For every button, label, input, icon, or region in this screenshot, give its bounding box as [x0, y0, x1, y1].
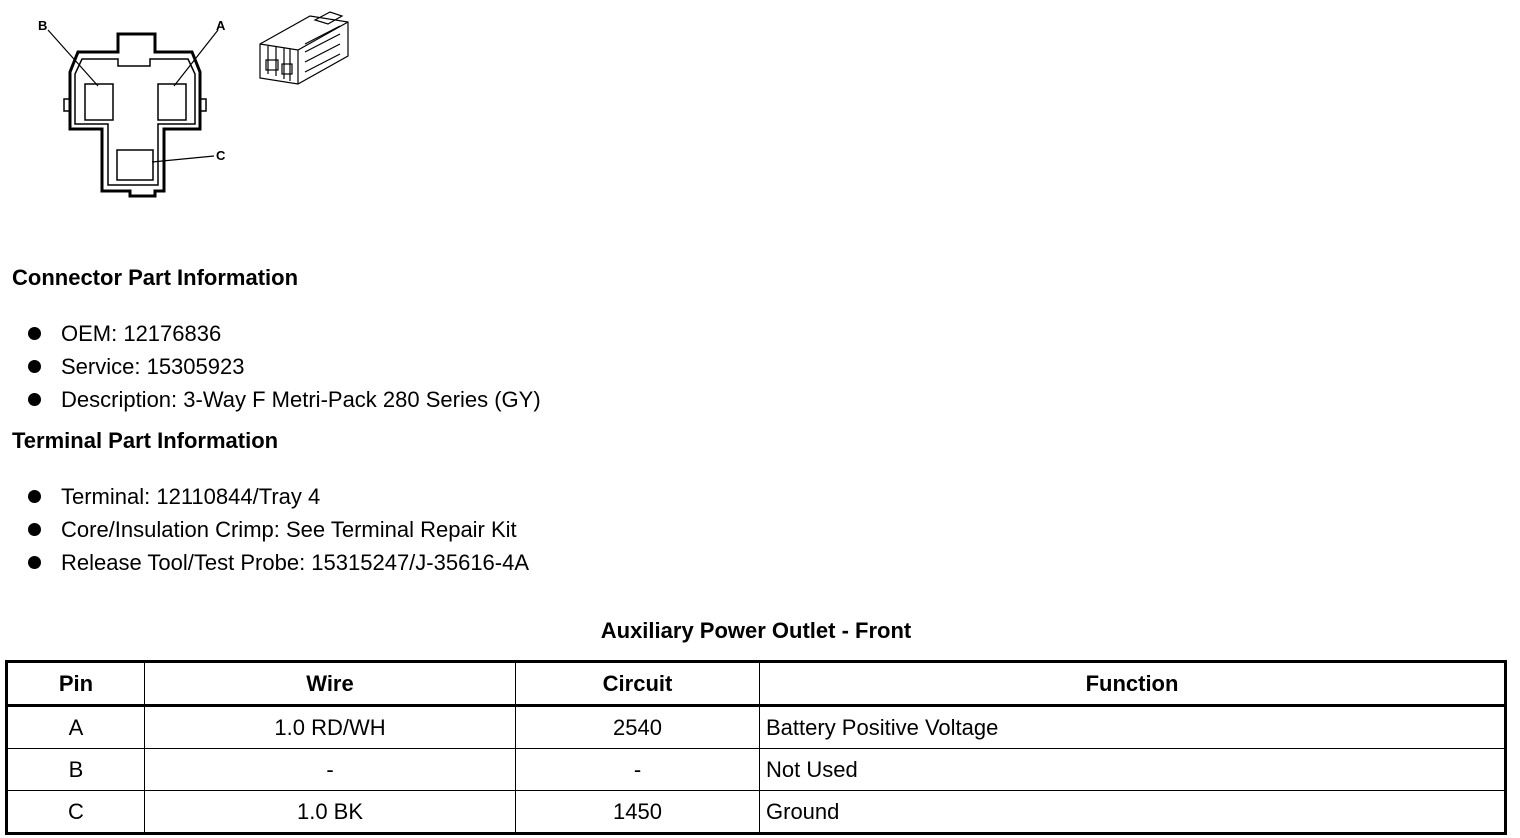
release-tool-info: Release Tool/Test Probe: 15315247/J-35616-4A — [61, 550, 530, 575]
table-row — [7, 749, 1506, 791]
connector-perspective-icon — [260, 12, 348, 84]
bullet-icon — [28, 523, 41, 536]
terminal-part-info-heading: Terminal Part Information — [12, 428, 279, 453]
terminal-number: Terminal: 12110844/Tray 4 — [61, 484, 321, 509]
column-header-pin: Pin — [7, 662, 145, 706]
list-item — [28, 480, 529, 513]
pin-cell: A — [7, 706, 145, 749]
function-cell: Not Used — [760, 749, 1506, 791]
pin-cell: C — [7, 791, 145, 834]
connector-part-info-list — [28, 317, 541, 416]
list-item — [28, 317, 541, 350]
wire-cell: 1.0 RD/WH — [145, 706, 516, 749]
column-header-wire: Wire — [145, 662, 516, 706]
circuit-cell: 1450 — [516, 791, 760, 834]
connector-part-info-heading: Connector Part Information — [12, 265, 299, 290]
function-cell: Ground — [760, 791, 1506, 834]
circuit-cell: - — [516, 749, 760, 791]
pinout-table — [5, 660, 1507, 835]
circuit-cell: 2540 — [516, 706, 760, 749]
crimp-info: Core/Insulation Crimp: See Terminal Repair Kit — [61, 517, 517, 542]
connector-face-illustration — [30, 4, 370, 204]
list-item — [28, 513, 529, 546]
column-header-function: Function — [760, 662, 1506, 706]
pinout-table-title: Auxiliary Power Outlet - Front — [600, 618, 912, 643]
function-cell: Battery Positive Voltage — [760, 706, 1506, 749]
wire-cell: 1.0 BK — [145, 791, 516, 834]
table-row — [7, 706, 1506, 749]
oem-number: OEM: 12176836 — [61, 321, 222, 346]
list-item — [28, 350, 541, 383]
table-row — [7, 791, 1506, 834]
bullet-icon — [28, 490, 41, 503]
bullet-icon — [28, 327, 41, 340]
list-item — [28, 383, 541, 416]
bullet-icon — [28, 393, 41, 406]
column-header-circuit: Circuit — [516, 662, 760, 706]
connector-diagram — [30, 4, 370, 204]
pin-label-a: A — [216, 18, 226, 33]
pin-cell: B — [7, 749, 145, 791]
pin-label-b: B — [38, 18, 48, 33]
list-item — [28, 546, 529, 579]
table-header-row — [7, 662, 1506, 706]
bullet-icon — [28, 360, 41, 373]
wire-cell: - — [145, 749, 516, 791]
service-number: Service: 15305923 — [61, 354, 245, 379]
connector-description: Description: 3-Way F Metri-Pack 280 Series (GY) — [61, 387, 541, 412]
bullet-icon — [28, 556, 41, 569]
terminal-part-info-list — [28, 480, 529, 579]
pin-label-c: C — [216, 148, 226, 163]
